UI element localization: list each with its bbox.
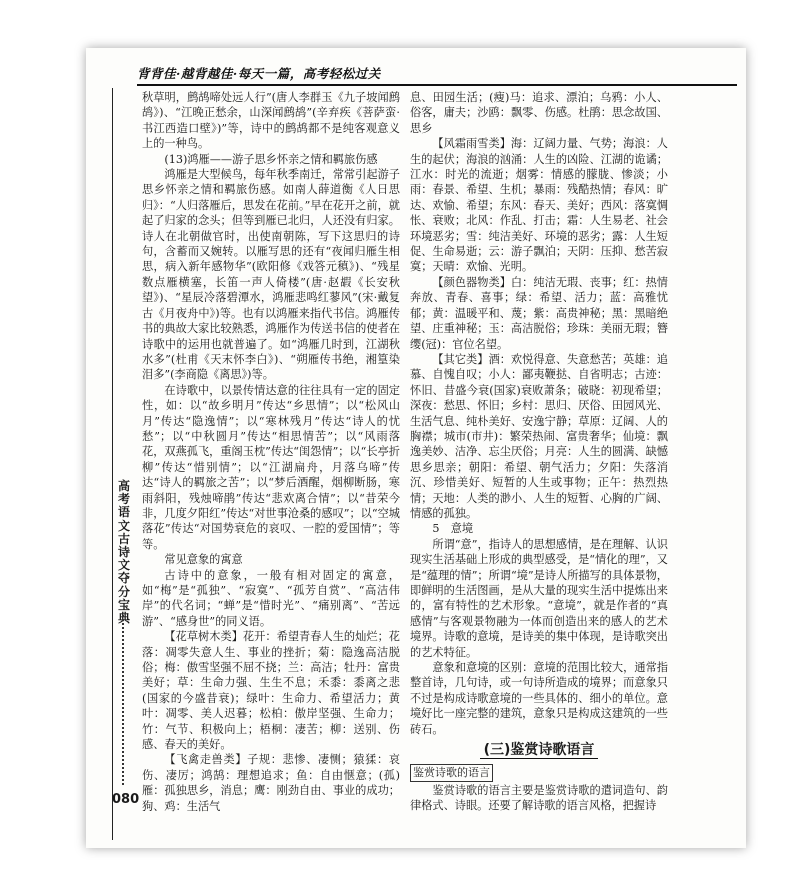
paragraph: 鉴赏诗歌的语言主要是鉴赏诗歌的遣词造句、韵律格式、诗眼。还要了解诗歌的语言风格，把握诗 [410,783,668,813]
paragraph: 【风霜雨雪类】海：辽阔力量、气势；海浪：人生的起伏；海浪的汹涌：人生的凶险、江湖的诡谲；江水：时光的流逝；烟雾：情感的朦胧、惨淡；小雨：春景、希望、生机；暴雨：残酷热情；春风：旷达、欢愉、希望；东风：春天、美好；西风：落寞惆怅、衰败；北风：作乱、打击；霜：人生易老、社会环境恶劣；雪：纯洁美好、环境的恶劣；露：人生短促、生命易逝；云：游子飘泊；天阴：压抑、愁苦寂寞；天晴：欢愉、光明。 [410,137,668,274]
paragraph: 常见意象的寓意 [164,553,243,567]
book-title-vertical: 高 考 语 文 古 诗 文 夺 分 宝 典 [117,479,130,626]
paragraph: (13)鸿雁——游子思乡怀亲之情和羁旅伤感 [164,152,378,166]
page-number: 080 [112,792,140,807]
page-header: 背背佳·越背越佳·每天一篇，高考轻松过关 [137,66,381,81]
paragraph: 【其它类】酒：欢悦得意、失意愁苦；英雄：追慕、自愧自叹；小人：鄙夷鞭挞、自省明志；古迹：怀旧、昔盛今衰(国家)衰败萧条；破晓：初现希望；深夜：愁思、怀旧；乡村：思归、厌俗、田园风光、生活气息、纯朴美好、安逸宁静；草原：辽阔、人的胸襟；城市(市井)：繁荣热闹、富贵奢华；仙境：飘逸美妙、洁净、忘尘厌俗；月亮：人生的圆满、缺憾思乡思亲；朝阳：希望、朝气活力；夕阳：失落消沉、珍惜美好、短暂的人生或事物；正午：热烈热情；天地：人类的渺小、人生的短暂、心胸的广阔、情感的孤独。 [410,352,668,520]
boxed-subheading: 鉴赏诗歌的语言 [410,764,493,781]
side-rule [112,88,113,840]
paragraph: 【颜色器物类】白：纯洁无瑕、丧事；红：热情奔放、青春、喜事；绿：希望、活力；蓝：高雅忧郁；黄：温暖平和、蔑；紫：高贵神秘；黑：黑暗绝望、庄重神秘；玉：高洁脱俗；珍珠：美丽无瑕；簪缨(冠)：官位名望。 [410,275,668,351]
paragraph: 古诗中的意象，一般有相对固定的寓意，如“梅”是“孤独”、“寂寞”、“孤芳自赏”、“高洁伟岸”的代名词；“蝉”是“惜时光”、“痛别离”、“苦远游”、“感身世”的同义语。 [142,568,400,628]
paragraph: 意象和意境的区别：意境的范围比较大，通常指整首诗，几句诗，或一句诗所造成的境界；而意象只不过是构成诗歌意境的一些具体的、细小的单位。意境好比一座完整的建筑，意象只是构成这建筑的一些砖石。 [410,661,668,736]
paragraph: 所谓“意”，指诗人的思想感情，是在理解、认识现实生活基础上形成的典型感受，是“情化的理”，又是“蕴理的情”；所谓“境”是诗人所描写的具体景物，即鲜明的生活图画，是从大量的现实生活中提炼出来的，富有特性的艺术形象。“意境”，就是作者的“真感情”与客观景物融为一体而创造出来的感人的艺术境界。诗歌的意境，是诗美的集中体现，是诗歌突出的艺术特征。 [410,537,668,659]
text-column-right [410,90,668,814]
header-rule [137,84,737,86]
paragraph: 5 意境 [432,522,474,536]
paragraph: 鸿雁是大型候鸟，每年秋季南迁，常常引起游子思乡怀亲之情和羁旅伤感。如南人薛道衡《人日思归》：“人归落雁后，思发在花前。”早在花开之前，就起了归家的念头；但等到雁已北归，人还没有归家。诗人在北朝做官时，出使南朝陈，写下这思归的诗句，含蓄而又婉转。以雁写思的还有“夜闻归雁生相思，病入新年感物华”(欧阳修《戏答元稹》)、“残星数点雁横塞，长笛一声人倚楼”(唐·赵嘏《长安秋望》)、“星辰冷落碧潭水，鸿雁悲鸣红蓼风”(宋·戴复古《月夜舟中》)等。也有以鸿雁来指代书信。鸿雁传书的典故大家比较熟悉，鸿雁作为传送书信的使者在诗歌中的运用也就普遍了。如“鸿雁几时到，江湖秋水多”(杜甫《天末怀李白》)、“朔雁传书绝，湘篁染泪多”(李商隐《离思》)等。 [142,168,400,382]
paragraph: 在诗歌中，以景传情达意的往往具有一定的固定性，如：以“故乡明月”传达“乡思情”；以“松风山月”传达“隐逸情”；以“寒林残月”传达“诗人的忧愁”；以“中秋圆月”传达“相思情苦”；以“风雨落花，双燕孤飞，重阁玉枕”传达“闺怨情”；以“长亭折柳”传达“惜别情”；以“江湖扁舟，月落乌啼”传达“诗人的羁旅之苦”；以“梦后酒醒，烟柳断肠，寒雨斜阳，残烛啼鹃”传达“悲欢离合情”；以“昔荣今非，几度夕阳红”传达“对世事沧桑的感叹”；以“空城落花”传达“对国势衰危的哀叹、一腔的爱国情”；等等。 [142,383,400,551]
paragraph: 秋草明，鹧鸪啼处远人行”(唐人李群玉《九子坡闻鹧鸪》)、“江晚正愁余，山深闻鹧鸪”(辛弃疾《菩萨蛮·书江西造口壁》)”等，诗中的鹧鸪都不是纯客观意义上的一种鸟。 [142,91,400,151]
section-heading: (三)鉴赏诗歌语言 [410,743,668,758]
paragraph: 【花草树木类】花开：希望青春人生的灿烂；花落：凋零失意人生、事业的挫折；菊：隐逸高洁脱俗；梅：傲雪坚强不屈不挠；兰：高洁；牡丹：富贵美好；草：生命力强、生生不息；禾黍：黍离之悲(国家的今盛昔衰)；绿叶：生命力、希望活力；黄叶：凋零、美人迟暮；松柏：傲岸坚强、生命力；竹：气节、积极向上；梧桐：凄苦；柳：送别、伤感、春天的美好。 [142,630,400,752]
side-dotted-line [122,615,128,785]
paragraph: 【飞禽走兽类】子规：悲惨、凄恻；猿猱：哀伤、凄厉；鸿鹄：理想追求；鱼：自由惬意；(孤)雁：孤独思乡，消息；鹰：刚劲自由、事业的成功；狗、鸡：生活气 [142,753,400,813]
text-column-left [142,90,400,814]
paragraph: 息、田园生活；(瘦)马：追求、漂泊；乌鸦：小人、俗客，庸夫；沙鸥：飘零、伤感。杜鹃：思念故国、思乡 [410,91,668,135]
